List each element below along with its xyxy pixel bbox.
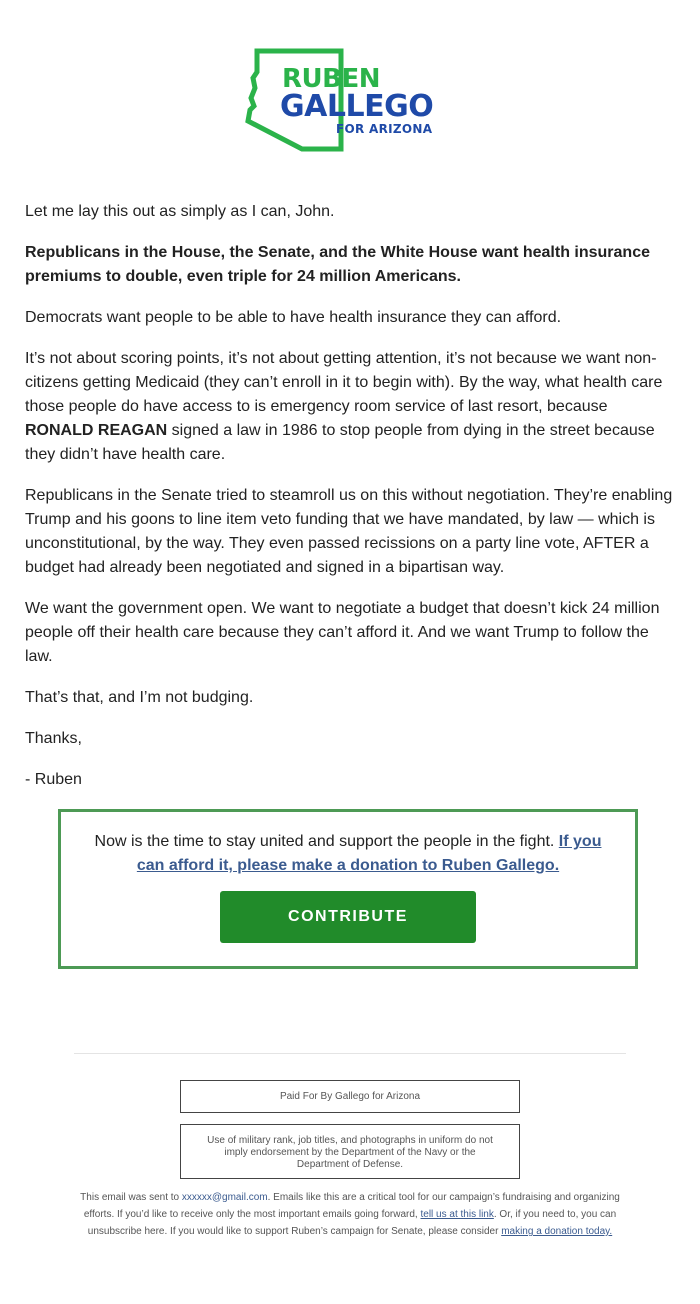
preferences-link[interactable]: tell us at this link	[420, 1209, 494, 1220]
callout-text	[61, 830, 635, 878]
logo-first-name: RUBEN	[282, 64, 380, 94]
paragraph-2: Democrats want people to be able to have health insurance they can afford.	[25, 309, 562, 326]
email-body	[0, 178, 700, 792]
greeting: Let me lay this out as simply as I can, John.	[25, 203, 335, 220]
footer-donate-link[interactable]: making a donation today.	[501, 1226, 613, 1237]
logo-tagline: FOR ARIZONA	[336, 122, 433, 136]
donation-link[interactable]: If you can afford it, please make a donation to Ruben Gallego.	[136, 833, 602, 874]
logo-wordmark	[282, 66, 433, 136]
paragraph-3-start: It’s not about scoring points, it’s not about getting attention, it’s not because we want non-citizens getting Medicaid (they can’t enroll in it to begin with). By the way, what health care those people do have access to is emergency room service of last resort, because	[25, 350, 663, 415]
signoff: Thanks,	[25, 730, 82, 747]
paid-for-disclaimer: Paid For By Gallego for Arizona	[180, 1080, 520, 1113]
reagan-name: RONALD REAGAN	[25, 422, 168, 439]
recipient-email[interactable]: xxxxxx@gmail.com	[181, 1192, 268, 1203]
fine-print-3: . Or, if you need to, you can unsubscribe here. If you would like to support Ruben’s campaign for Senate, please consider	[87, 1209, 617, 1237]
fine-print-1: This email was sent to	[80, 1192, 182, 1203]
military-disclaimer: Use of military rank, job titles, and photographs in uniform do not imply endorsement by the Department of the Navy or the Department of Defense.	[180, 1124, 520, 1179]
callout-message: Now is the time to stay united and support the people in the fight.	[94, 833, 559, 850]
signature: - Ruben	[25, 771, 82, 788]
logo-last-name: GALLEGO	[280, 89, 434, 124]
paragraph-3-end: signed a law in 1986 to stop people from dying in the street because they didn’t have health care.	[25, 422, 655, 463]
paragraph-6: That’s that, and I’m not budging.	[25, 689, 254, 706]
paragraph-3	[25, 347, 675, 467]
paragraph-4: Republicans in the Senate tried to steamroll us on this without negotiation. They’re enabling Trump and his goons to line item veto funding that we have mandated, by law — which is unconstitutional, by the way. They even passed recissions on a party line vote, AFTER a budget had already been negotiated and signed in a bipartisan way.	[25, 487, 673, 576]
bold-paragraph: Republicans in the House, the Senate, and the White House want health insurance premiums to double, even triple for 24 million Americans.	[25, 244, 650, 285]
paragraph-5: We want the government open. We want to negotiate a budget that doesn’t kick 24 million people off their health care because they can’t afford it. And we want Trump to follow the law.	[25, 600, 660, 665]
donation-callout	[58, 809, 638, 969]
contribute-button[interactable]: CONTRIBUTE	[220, 891, 476, 943]
footer-fine-print	[70, 1189, 630, 1240]
fine-print-2: . Emails like this are a critical tool for our campaign’s fundraising and organizing efforts. If you’d like to receive only the most important emails going forward,	[83, 1192, 620, 1220]
footer-divider	[74, 1053, 626, 1054]
campaign-logo	[0, 0, 700, 178]
